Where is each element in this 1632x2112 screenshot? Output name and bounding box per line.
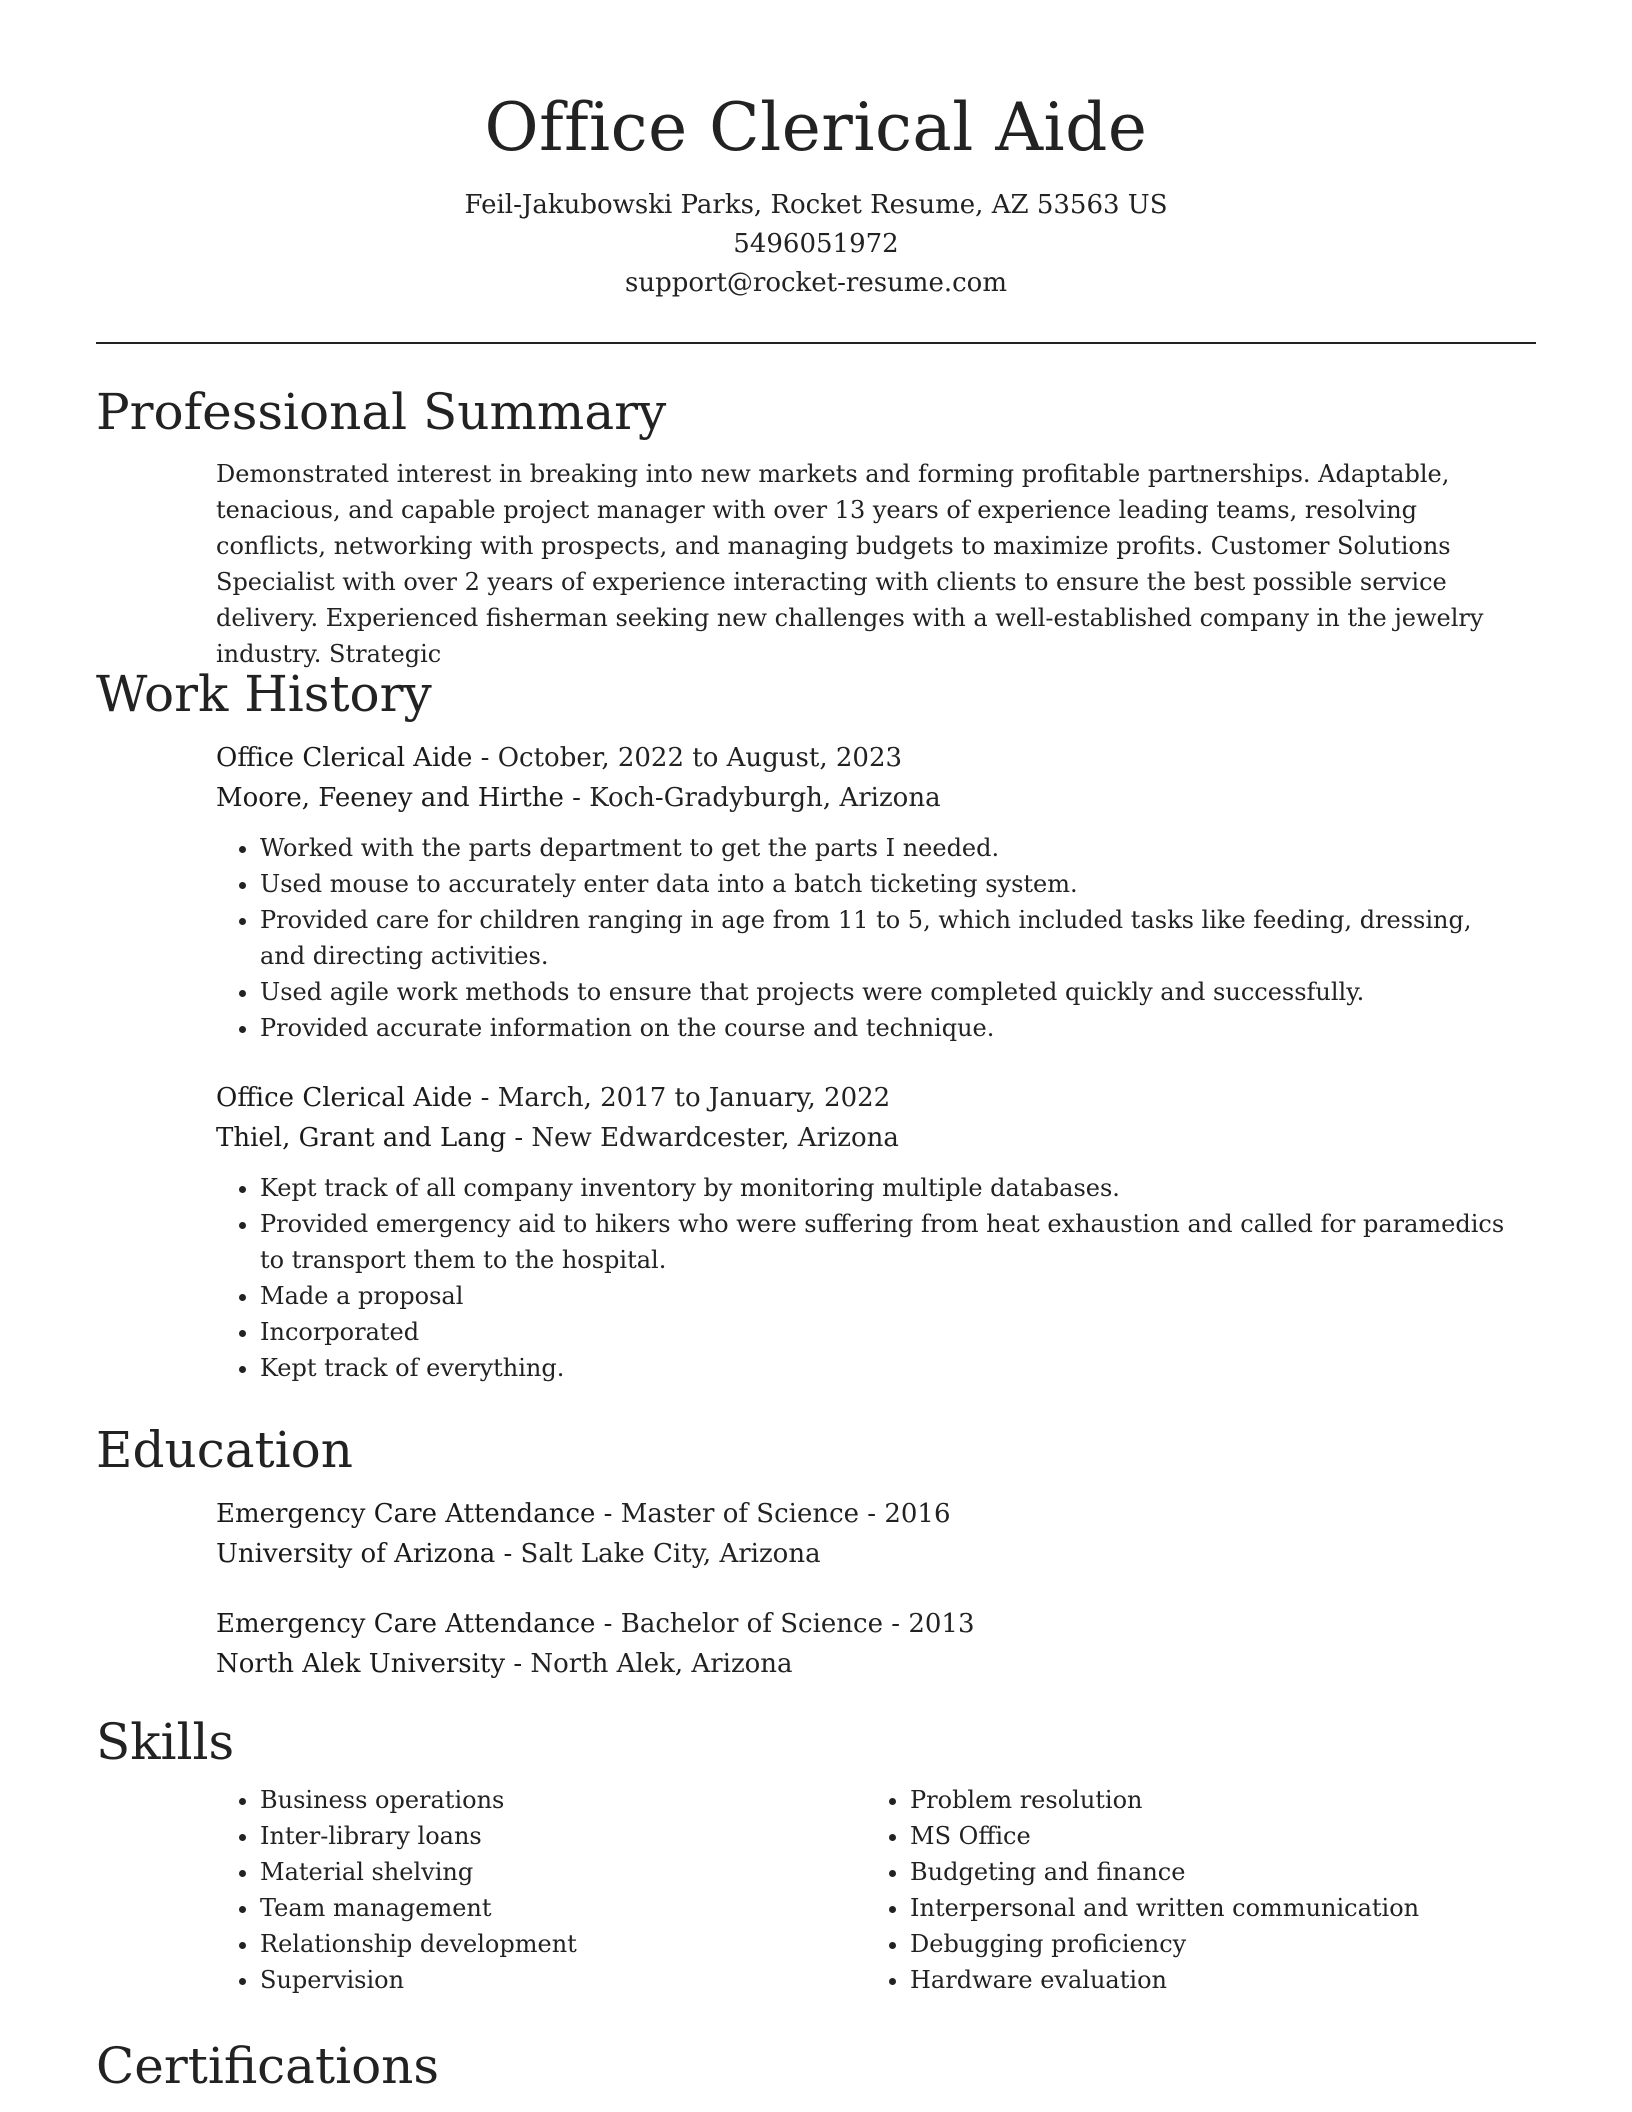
list-item: • Relationship development bbox=[260, 1926, 866, 1962]
summary-heading: Professional Summary bbox=[96, 383, 667, 441]
job-title-line bbox=[216, 738, 1516, 778]
school-location: - Salt Lake City, Arizona bbox=[495, 1539, 821, 1569]
list-item: • Supervision bbox=[260, 1962, 866, 1998]
list-item: • Business operations bbox=[260, 1782, 866, 1818]
list-item: • Hardware evaluation bbox=[910, 1962, 1516, 1998]
list-item: • Debugging proficiency bbox=[910, 1926, 1516, 1962]
resume-header bbox=[96, 80, 1536, 303]
job-dates: - March, 2017 to January, 2022 bbox=[472, 1083, 891, 1113]
school-name: University of Arizona bbox=[216, 1539, 496, 1569]
summary-section bbox=[96, 382, 1536, 672]
skills-column-right bbox=[866, 1782, 1516, 1998]
list-item: • Inter-library loans bbox=[260, 1818, 866, 1854]
job-role: Office Clerical Aide bbox=[216, 743, 473, 773]
skills-section bbox=[96, 1712, 1536, 1998]
certifications-section bbox=[96, 2036, 1536, 2096]
contact-address: Feil-Jakubowski Parks, Rocket Resume, AZ 53563 US bbox=[464, 190, 1168, 220]
job-company-line bbox=[216, 1118, 1516, 1158]
job-duties-list bbox=[216, 830, 1516, 1046]
header-divider bbox=[96, 342, 1536, 344]
skills-heading: Skills bbox=[96, 1713, 235, 1771]
job-company: Moore, Feeney and Hirthe bbox=[216, 783, 564, 813]
list-item: • MS Office bbox=[910, 1818, 1516, 1854]
job-location: - New Edwardcester, Arizona bbox=[506, 1123, 899, 1153]
degree-line bbox=[216, 1494, 1516, 1534]
list-item: • Team management bbox=[260, 1890, 866, 1926]
school-line bbox=[216, 1534, 1516, 1574]
job-company-line bbox=[216, 778, 1516, 818]
summary-text: Demonstrated interest in breaking into new markets and forming profitable partnerships. Adaptable, tenacious, and capable project manager with over 13 years of experience leading teams, resolving conflicts, networking with prospects, and managing budgets to maximize profits. Customer Solutions Specialist with over 2 years of experience interacting with clients to ensure the best possible service delivery. Experienced fisherman seeking new challenges with a well-established company in the jewelry industry. Strategic bbox=[216, 460, 1484, 668]
skills-column-left bbox=[216, 1782, 866, 1998]
list-item: • Worked with the parts department to get the parts I needed. bbox=[260, 830, 1516, 866]
list-item: • Provided emergency aid to hikers who were suffering from heat exhaustion and called for paramedics to transport them to the hospital. bbox=[260, 1206, 1516, 1278]
contact-email: support@rocket-resume.com bbox=[624, 268, 1007, 298]
job-title-line bbox=[216, 1078, 1516, 1118]
education-section bbox=[96, 1420, 1536, 1684]
list-item: • Provided care for children ranging in age from 11 to 5, which included tasks like feeding, dressing, and directing activities. bbox=[260, 902, 1516, 974]
degree-year: - 2013 bbox=[883, 1609, 975, 1639]
degree-field: Emergency Care Attendance bbox=[216, 1499, 596, 1529]
list-item: • Material shelving bbox=[260, 1854, 866, 1890]
work-history-section bbox=[96, 664, 1536, 1386]
job-entry bbox=[216, 738, 1516, 1046]
list-item: • Problem resolution bbox=[910, 1782, 1516, 1818]
skills-list bbox=[866, 1782, 1516, 1998]
degree-type: - Bachelor of Science bbox=[595, 1609, 883, 1639]
certifications-heading: Certifications bbox=[96, 2037, 440, 2095]
job-entry bbox=[216, 1078, 1516, 1386]
degree-type: - Master of Science bbox=[595, 1499, 860, 1529]
skills-list bbox=[216, 1782, 866, 1998]
education-entry bbox=[216, 1494, 1516, 1574]
education-heading: Education bbox=[96, 1421, 353, 1479]
school-location: - North Alek, Arizona bbox=[505, 1649, 793, 1679]
list-item: • Kept track of all company inventory by monitoring multiple databases. bbox=[260, 1170, 1516, 1206]
degree-line bbox=[216, 1604, 1516, 1644]
education-entry bbox=[216, 1604, 1516, 1684]
skills-columns bbox=[216, 1782, 1516, 1998]
list-item: • Used mouse to accurately enter data into a batch ticketing system. bbox=[260, 866, 1516, 902]
job-company: Thiel, Grant and Lang bbox=[216, 1123, 507, 1153]
contact-phone: 5496051972 bbox=[733, 229, 899, 259]
job-dates: - October, 2022 to August, 2023 bbox=[472, 743, 903, 773]
list-item: • Provided accurate information on the course and technique. bbox=[260, 1010, 1516, 1046]
job-role: Office Clerical Aide bbox=[216, 1083, 473, 1113]
list-item: • Interpersonal and written communication bbox=[910, 1890, 1516, 1926]
school-name: North Alek University bbox=[216, 1649, 506, 1679]
list-item: • Incorporated bbox=[260, 1314, 1516, 1350]
contact-info bbox=[96, 186, 1536, 303]
list-item: • Kept track of everything. bbox=[260, 1350, 1516, 1386]
candidate-name: Office Clerical Aide bbox=[484, 89, 1148, 166]
work-history-heading: Work History bbox=[96, 665, 432, 723]
degree-year: - 2016 bbox=[859, 1499, 951, 1529]
job-duties-list bbox=[216, 1170, 1516, 1386]
list-item: • Budgeting and finance bbox=[910, 1854, 1516, 1890]
degree-field: Emergency Care Attendance bbox=[216, 1609, 596, 1639]
job-location: - Koch-Gradyburgh, Arizona bbox=[563, 783, 941, 813]
list-item: • Used agile work methods to ensure that projects were completed quickly and successfully. bbox=[260, 974, 1516, 1010]
school-line bbox=[216, 1644, 1516, 1684]
list-item: • Made a proposal bbox=[260, 1278, 1516, 1314]
